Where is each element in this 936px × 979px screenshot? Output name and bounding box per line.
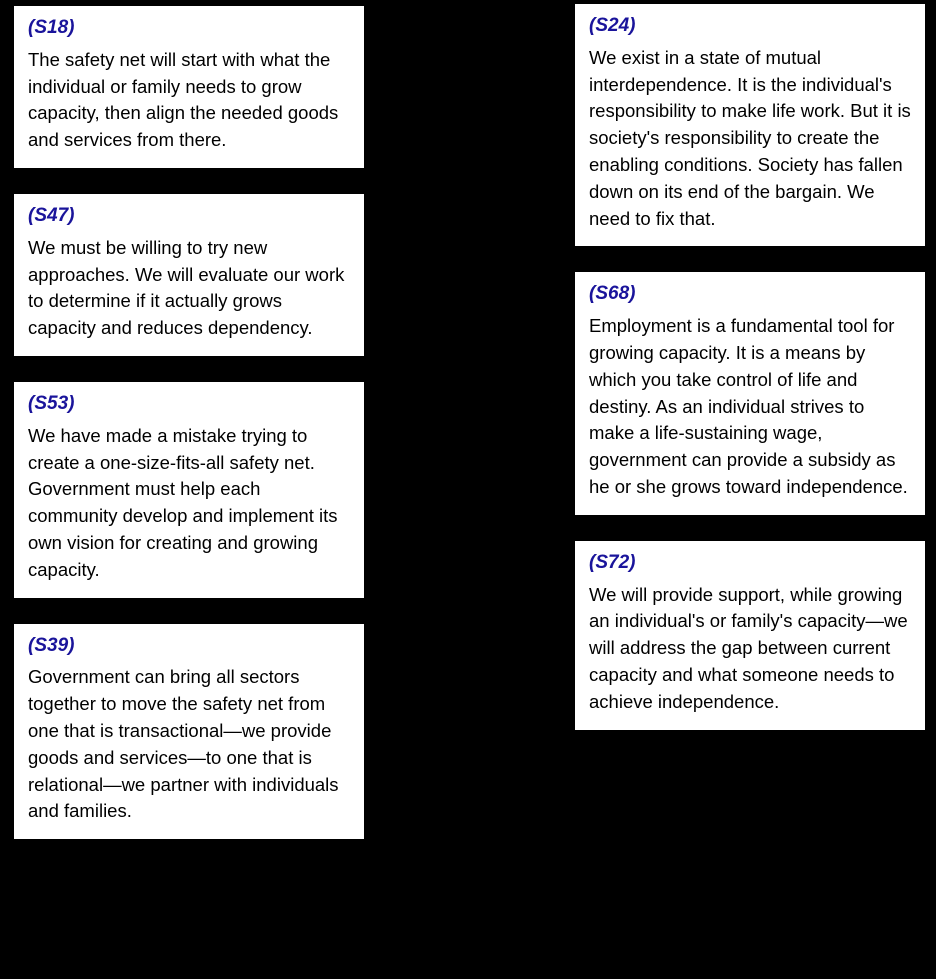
quote-card-label: (S24): [589, 15, 636, 36]
quote-card-label: (S39): [28, 634, 75, 656]
quote-card: [574, 3, 926, 247]
quote-card-label: (S72): [589, 551, 636, 573]
quote-card-label: (S47): [28, 205, 75, 226]
quote-card: [13, 381, 365, 599]
quote-card-text: We exist in a state of mutual interdependence. It is the individual's responsibility to make life work. But it is society's responsibility to create the enabling conditions. Society has fallen down on its end of the bargain. We need to fix that.: [589, 46, 911, 229]
right-column: [574, 3, 926, 731]
quote-card: [574, 540, 926, 731]
left-column: [13, 5, 365, 840]
quote-card: [574, 271, 926, 515]
quote-card-text: We must be willing to try new approaches. We will evaluate our work to determine if it actually grows capacity and reduces dependency.: [28, 236, 345, 339]
quote-card: [13, 623, 365, 841]
quote-card-text: Employment is a fundamental tool for growing capacity. It is a means by which you take control of life and destiny. As an individual strives to make a life-sustaining wage, government can provide a subsidy as he or she grows toward independence.: [589, 315, 908, 498]
quote-card-label: (S68): [589, 283, 636, 305]
quote-card: [13, 193, 365, 357]
quote-card-text: We will provide support, while growing an individual's or family's capacity—we will address the gap between current capacity and what someone needs to achieve independence.: [589, 583, 908, 712]
quote-card: [13, 5, 365, 169]
quote-card-label: (S18): [28, 17, 75, 38]
quote-card-text: We have made a mistake trying to create a one-size-fits-all safety net. Government must help each community develop and implement its own vision for creating and growing capacity.: [28, 424, 338, 580]
quote-card-text: The safety net will start with what the individual or family needs to grow capacity, then align the needed goods and services from there.: [28, 48, 339, 151]
quote-card-label: (S53): [28, 393, 75, 414]
quote-card-text: Government can bring all sectors together to move the safety net from one that is transactional—we provide goods and services—to one that is relational—we partner with individuals and families.: [28, 666, 339, 822]
